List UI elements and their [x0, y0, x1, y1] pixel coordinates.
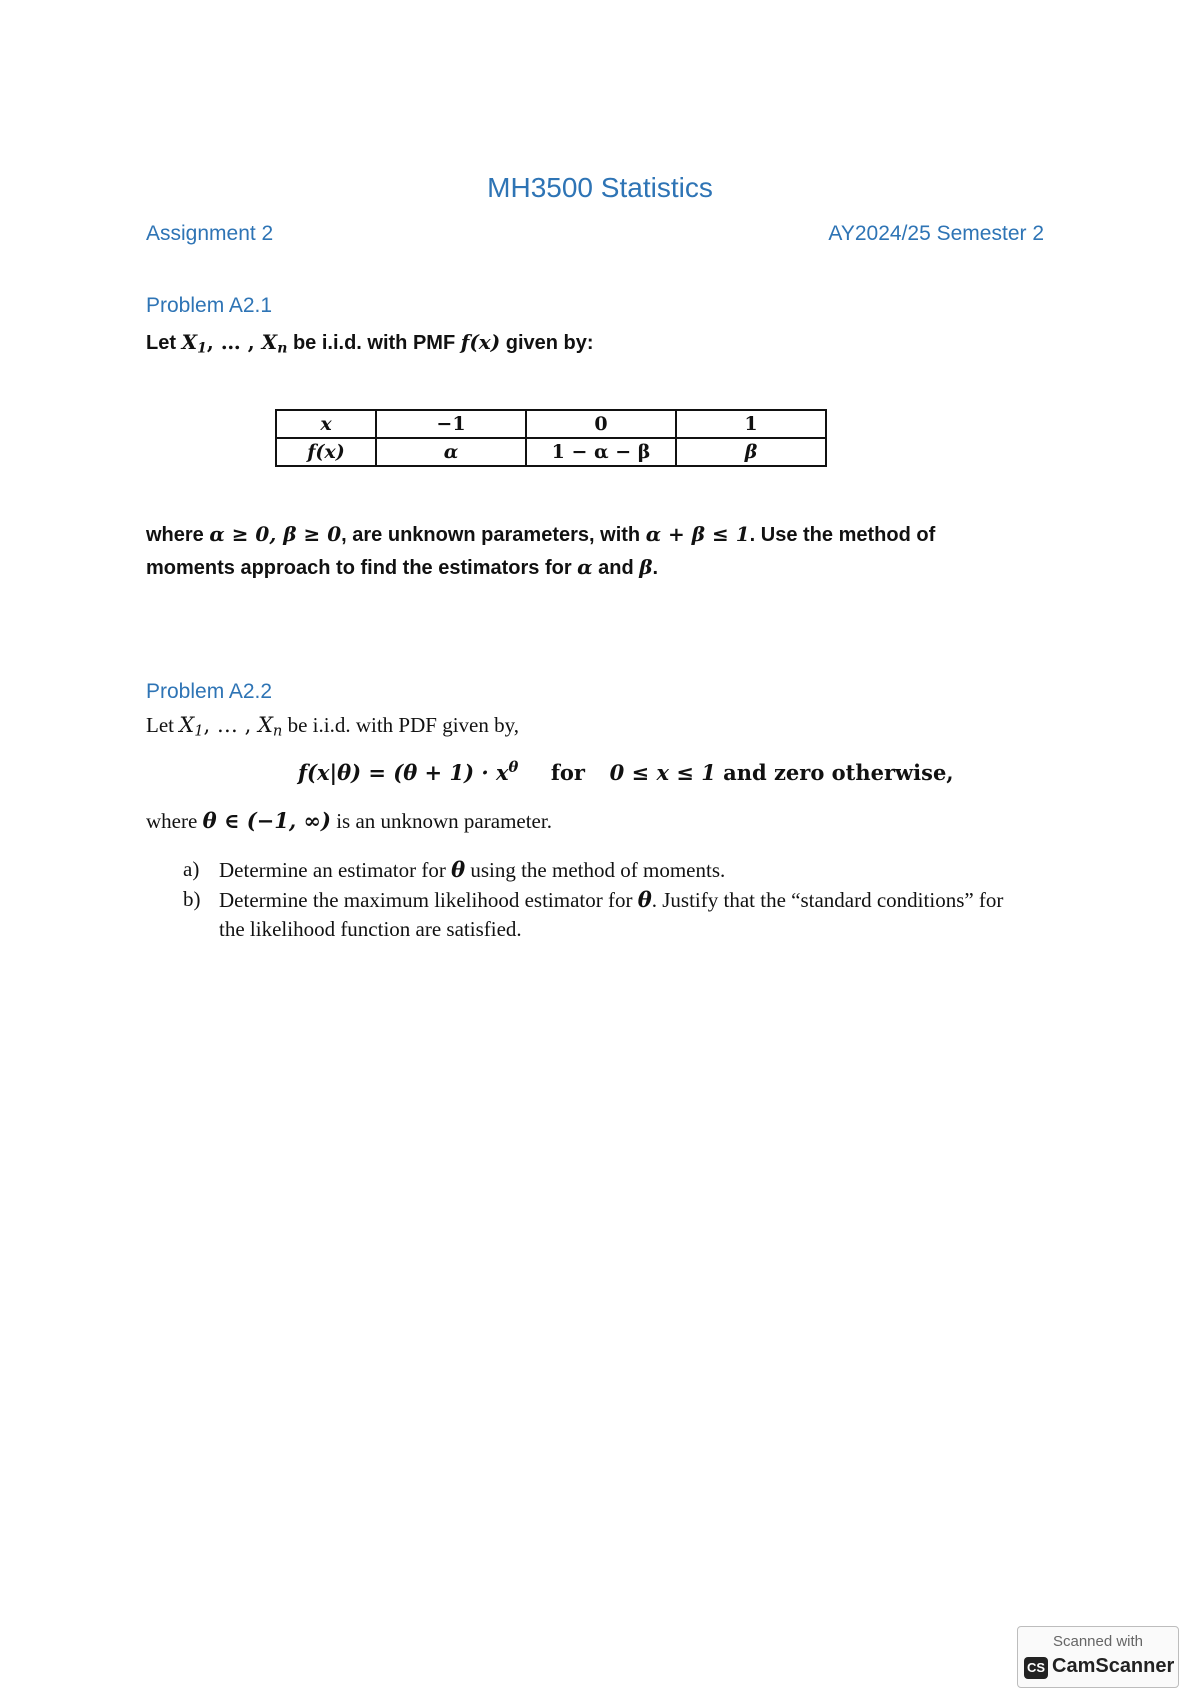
pmf-value-cell: 1 − α − β	[526, 438, 676, 466]
list-marker: b)	[183, 887, 201, 911]
problem-a22-heading: Problem A2.2	[146, 680, 273, 703]
pmf-value-cell: f(x)	[276, 438, 376, 466]
constraint-math: α ≥ 0, β ≥ 0	[209, 522, 342, 546]
camscanner-watermark	[1017, 1626, 1179, 1688]
intro-text-post: given by:	[500, 332, 594, 354]
pmf-value-cell: α	[376, 438, 526, 466]
sum-constraint-math: α + β ≤ 1	[645, 522, 750, 546]
pmf-header-cell: 0	[526, 410, 676, 438]
list-marker: a)	[183, 857, 200, 881]
problem-a21-statement: where α ≥ 0, β ≥ 0, are unknown parameters, with α + β ≤ 1. Use the method of moments approach to find the estimators for α and β.	[146, 522, 936, 579]
list-item: b) Determine the maximum likelihood estimator for θ. Justify that the “standard conditions” for the likelihood function are satisfied.	[183, 887, 1004, 941]
assignment-label: Assignment 2	[146, 222, 274, 245]
formula-for-word: for	[550, 760, 585, 785]
pmf-header-cell: 1	[676, 410, 826, 438]
var-x1: $X_1$, … , $X_n$	[179, 713, 283, 740]
parameter-statement: where θ ∈ (−1, ∞) is an unknown parameter.	[146, 808, 552, 833]
intro-text-mid: be i.i.d. with PMF	[287, 332, 461, 354]
problem-a21-heading: Problem A2.1	[146, 294, 273, 317]
pdf-formula: $f(x|\theta) = (\theta + 1) \cdot x^\theta$ for 0 ≤ x ≤ 1 and zero otherwise,	[298, 758, 954, 785]
pmf-value-cell: β	[676, 438, 826, 466]
pmf-header-cell: −1	[376, 410, 526, 438]
camscanner-logo-icon: CS	[1024, 1657, 1048, 1679]
problem-a21-intro	[146, 330, 594, 355]
watermark-caption: Scanned with	[1052, 1633, 1144, 1650]
document-title: MH3500 Statistics	[487, 172, 713, 203]
watermark-brand: CamScanner	[1052, 1655, 1175, 1677]
list-item: a) Determine an estimator for θ using the method of moments.	[183, 857, 726, 882]
var-x1: $X_1$, … , $X_n$	[181, 330, 288, 357]
pmf-value-row	[276, 438, 826, 466]
pmf-header-cell: x	[276, 410, 376, 438]
intro-text-pre: Let	[146, 332, 182, 354]
pmf-header-row	[276, 410, 826, 438]
problem-a22-intro: Let $X_1$, … , $X_n$ be i.i.d. with PDF given by,	[146, 713, 519, 740]
semester-label: AY2024/25 Semester 2	[828, 222, 1044, 245]
pmf-table	[275, 409, 827, 467]
fx-math: f(x)	[460, 330, 501, 354]
